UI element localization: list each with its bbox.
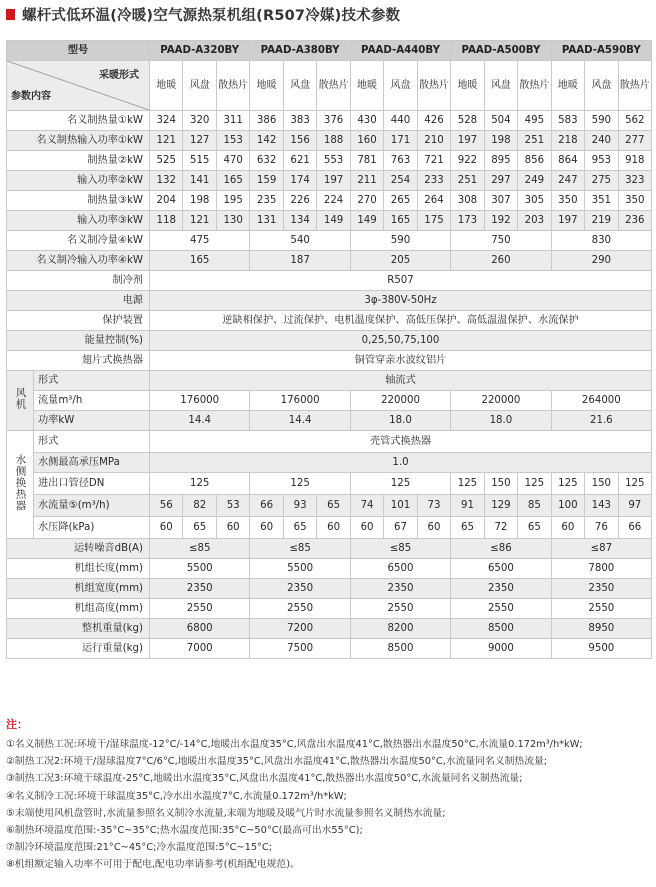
row-value: 101	[384, 495, 417, 517]
row-value: 376	[317, 111, 350, 131]
row-value: 540	[250, 231, 350, 251]
row-value: 65	[518, 517, 551, 539]
row-value: 21.6	[551, 411, 651, 431]
note-line: ⑧机组额定输入功率不可用于配电,配电功率请参考(机组配电规范)。	[6, 859, 300, 871]
row-value: 132	[150, 171, 183, 191]
row-value: 305	[518, 191, 551, 211]
row-value: 85	[518, 495, 551, 517]
row-value: 895	[484, 151, 517, 171]
note-line: ②制热工况2:环境干/湿球温度7°C/6°C,地暖出水温度35°C,风盘出水温度41°C,散热器出水温度50°C,水流量同名义制热流量;	[6, 756, 548, 768]
row-value: 5500	[250, 559, 350, 579]
water-drop-row	[7, 517, 652, 539]
subheader-row	[7, 61, 652, 111]
row-value: 475	[150, 231, 250, 251]
row-value: 265	[384, 191, 417, 211]
row-value: 160	[350, 131, 383, 151]
row-value: 197	[317, 171, 350, 191]
row-value: 192	[484, 211, 517, 231]
fan-form-row	[7, 371, 652, 391]
row-value: 97	[618, 495, 651, 517]
row-value: 125	[551, 473, 584, 495]
row-value: 324	[150, 111, 183, 131]
table-row	[7, 131, 652, 151]
model-name: PAAD-A590BY	[551, 41, 651, 61]
row-value: 830	[551, 231, 651, 251]
row-value: 134	[283, 211, 316, 231]
param-label: 参数内容	[11, 91, 51, 102]
row-value: 72	[484, 517, 517, 539]
row-label: 水侧最高承压MPa	[34, 453, 150, 473]
title-marker	[6, 9, 15, 20]
row-value: 60	[150, 517, 183, 539]
row-value: 2350	[250, 579, 350, 599]
row-value: 430	[350, 111, 383, 131]
row-value: 249	[518, 171, 551, 191]
row-value: 6800	[150, 619, 250, 639]
row-value: 8200	[350, 619, 450, 639]
row-value: 5500	[150, 559, 250, 579]
row-value: 7200	[250, 619, 350, 639]
row-value: 311	[216, 111, 249, 131]
row-label: 能量控制(%)	[7, 331, 150, 351]
row-value: 525	[150, 151, 183, 171]
note-line: ①名义制热工况:环境干/湿球温度-12°C/-14°C,地暖出水温度35°C,风盘出水温度41°C,散热器出水温度50°C,水流量0.172m³/h*kW;	[6, 739, 583, 750]
table-row	[7, 171, 652, 191]
table-row	[7, 211, 652, 231]
notes-title: 注：	[6, 718, 28, 731]
note-line: ⑦制冷环境温度范围:21°C~45°C;冷水温度范围:5°C~15°C;	[6, 842, 273, 854]
row-value: ≤85	[350, 539, 450, 559]
title-bar	[0, 0, 656, 30]
row-value: 2550	[350, 599, 450, 619]
row-value: 2550	[451, 599, 551, 619]
row-label: 制热量③kW	[7, 191, 150, 211]
row-value: 922	[451, 151, 484, 171]
row-value: R507	[150, 271, 652, 291]
row-value: 176000	[150, 391, 250, 411]
fan-flow-row	[7, 391, 652, 411]
row-value: 2350	[150, 579, 250, 599]
table-row	[7, 599, 652, 619]
model-name: PAAD-A320BY	[150, 41, 250, 61]
row-value: 260	[451, 251, 551, 271]
row-value: 632	[250, 151, 283, 171]
heating-form-label: 采暖形式	[99, 70, 139, 81]
row-value: 141	[183, 171, 216, 191]
row-value: 149	[317, 211, 350, 231]
water-pipe-row	[7, 473, 652, 495]
row-value: 240	[585, 131, 618, 151]
table-row	[7, 111, 652, 131]
row-value: 65	[183, 517, 216, 539]
row-value: 153	[216, 131, 249, 151]
water-group-text: 水侧换热器	[14, 453, 27, 512]
table-row	[7, 639, 652, 659]
row-value: 386	[250, 111, 283, 131]
heating-form-sub: 地暖	[150, 61, 183, 111]
row-value: 7800	[551, 559, 651, 579]
row-value: 270	[350, 191, 383, 211]
row-value: 224	[317, 191, 350, 211]
row-value: 205	[350, 251, 450, 271]
model-row	[7, 41, 652, 61]
row-value: 60	[417, 517, 450, 539]
row-value: 2350	[451, 579, 551, 599]
row-label: 整机重量(kg)	[7, 619, 150, 639]
row-value: 66	[618, 517, 651, 539]
row-value: 562	[618, 111, 651, 131]
row-label: 制冷剂	[7, 271, 150, 291]
note-lines	[6, 736, 651, 874]
row-value: 198	[484, 131, 517, 151]
row-value: 143	[585, 495, 618, 517]
row-value: 264	[417, 191, 450, 211]
row-value: 721	[417, 151, 450, 171]
row-value: 67	[384, 517, 417, 539]
heating-form-sub: 风盘	[484, 61, 517, 111]
row-value: 470	[216, 151, 249, 171]
row-value: 440	[384, 111, 417, 131]
water-flow-row	[7, 495, 652, 517]
row-value: 254	[384, 171, 417, 191]
row-value: 235	[250, 191, 283, 211]
row-value: 220000	[350, 391, 450, 411]
row-value: ≤86	[451, 539, 551, 559]
row-value: 7500	[250, 639, 350, 659]
row-value: 195	[216, 191, 249, 211]
row-value: 2550	[551, 599, 651, 619]
row-value: 187	[250, 251, 350, 271]
row-value: 150	[484, 473, 517, 495]
note-line: ⑥制热环境温度范围:-35°C~35°C;热水温度范围:35°C~50°C(最高可出水55°C);	[6, 825, 363, 837]
heating-form-sub: 散热片	[518, 61, 551, 111]
row-value: 156	[283, 131, 316, 151]
water-group-label	[7, 431, 34, 539]
row-value: 8500	[451, 619, 551, 639]
row-value: 495	[518, 111, 551, 131]
row-value: 60	[551, 517, 584, 539]
row-value: 307	[484, 191, 517, 211]
row-value: 233	[417, 171, 450, 191]
row-value: 7000	[150, 639, 250, 659]
row-value: 219	[585, 211, 618, 231]
heating-form-sub: 散热片	[317, 61, 350, 111]
table-row	[7, 559, 652, 579]
row-value: 125	[618, 473, 651, 495]
row-value: 590	[585, 111, 618, 131]
table-row	[7, 619, 652, 639]
row-value: 60	[350, 517, 383, 539]
row-value: 127	[183, 131, 216, 151]
heating-form-sub: 散热片	[417, 61, 450, 111]
heating-form-sub: 地暖	[451, 61, 484, 111]
table-row	[7, 311, 652, 331]
row-value: 210	[417, 131, 450, 151]
row-value: 188	[317, 131, 350, 151]
row-value: 逆缺相保护、过流保护、电机温度保护、高低压保护、高低温温保护、水流保护	[150, 311, 652, 331]
row-label: 名义制冷输入功率④kW	[7, 251, 150, 271]
row-value: 125	[451, 473, 484, 495]
row-value: 515	[183, 151, 216, 171]
row-label: 翅片式换热器	[7, 351, 150, 371]
row-value: 171	[384, 131, 417, 151]
row-value: 426	[417, 111, 450, 131]
table-row	[7, 291, 652, 311]
row-value: 53	[216, 495, 249, 517]
row-value: 226	[283, 191, 316, 211]
row-value: 65	[283, 517, 316, 539]
note-line: ④名义制冷工况:环境干球温度35°C,冷水出水温度7°C,水流量0.172m³/h*kW;	[6, 790, 347, 802]
fan-power-row	[7, 411, 652, 431]
table-row	[7, 231, 652, 251]
notes	[6, 716, 651, 874]
row-label: 形式	[34, 371, 150, 391]
row-value: 918	[618, 151, 651, 171]
row-value: ≤87	[551, 539, 651, 559]
spec-table	[6, 40, 652, 659]
row-value: 173	[451, 211, 484, 231]
row-value: 583	[551, 111, 584, 131]
heating-form-sub: 地暖	[350, 61, 383, 111]
row-value: 121	[183, 211, 216, 231]
row-label: 运行重量(kg)	[7, 639, 150, 659]
row-value: 350	[551, 191, 584, 211]
water-form-row	[7, 431, 652, 453]
table-row	[7, 151, 652, 171]
row-value: 93	[283, 495, 316, 517]
row-value: 290	[551, 251, 651, 271]
row-value: 553	[317, 151, 350, 171]
row-value: 750	[451, 231, 551, 251]
table-row	[7, 539, 652, 559]
row-value: 297	[484, 171, 517, 191]
row-label: 进出口管径DN	[34, 473, 150, 495]
row-value: 176000	[250, 391, 350, 411]
row-value: 6500	[350, 559, 450, 579]
model-label: 型号	[7, 41, 150, 61]
row-value: 2550	[150, 599, 250, 619]
model-name: PAAD-A440BY	[350, 41, 450, 61]
row-label: 名义制热输入功率①kW	[7, 131, 150, 151]
row-value: 204	[150, 191, 183, 211]
row-label: 流量m³/h	[34, 391, 150, 411]
row-value: 铜管穿亲水波纹铝片	[150, 351, 652, 371]
row-label: 输入功率③kW	[7, 211, 150, 231]
row-label: 机组宽度(mm)	[7, 579, 150, 599]
row-value: 590	[350, 231, 450, 251]
row-value: 150	[585, 473, 618, 495]
row-value: 953	[585, 151, 618, 171]
row-value: 轴流式	[150, 371, 652, 391]
row-value: 165	[150, 251, 250, 271]
row-value: 121	[150, 131, 183, 151]
row-value: 236	[618, 211, 651, 231]
row-label: 保护装置	[7, 311, 150, 331]
table-row	[7, 351, 652, 371]
row-value: 76	[585, 517, 618, 539]
row-value: 6500	[451, 559, 551, 579]
row-value: 165	[216, 171, 249, 191]
row-value: 125	[250, 473, 350, 495]
row-value: 165	[384, 211, 417, 231]
row-label: 机组长度(mm)	[7, 559, 150, 579]
table-row	[7, 251, 652, 271]
row-value: ≤85	[250, 539, 350, 559]
table-row	[7, 331, 652, 351]
heating-form-sub: 风盘	[384, 61, 417, 111]
row-value: 781	[350, 151, 383, 171]
row-value: 763	[384, 151, 417, 171]
row-value: 18.0	[350, 411, 450, 431]
heating-form-sub: 风盘	[183, 61, 216, 111]
row-value: 251	[451, 171, 484, 191]
row-value: 142	[250, 131, 283, 151]
row-value: 100	[551, 495, 584, 517]
row-label: 制热量②kW	[7, 151, 150, 171]
fan-group-label	[7, 371, 34, 431]
row-label: 水压降(kPa)	[34, 517, 150, 539]
row-value: 159	[250, 171, 283, 191]
row-value: 621	[283, 151, 316, 171]
row-value: 125	[150, 473, 250, 495]
row-value: 203	[518, 211, 551, 231]
row-value: 131	[250, 211, 283, 231]
row-value: 220000	[451, 391, 551, 411]
row-value: 320	[183, 111, 216, 131]
row-value: 65	[451, 517, 484, 539]
heating-form-sub: 风盘	[585, 61, 618, 111]
row-value: 277	[618, 131, 651, 151]
row-value: 125	[518, 473, 551, 495]
row-value: 73	[417, 495, 450, 517]
row-value: 197	[551, 211, 584, 231]
row-value: 197	[451, 131, 484, 151]
row-value: 218	[551, 131, 584, 151]
row-value: 壳管式换热器	[150, 431, 652, 453]
row-value: 125	[350, 473, 450, 495]
row-label: 机组高度(mm)	[7, 599, 150, 619]
row-value: 8950	[551, 619, 651, 639]
row-value: ≤85	[150, 539, 250, 559]
row-label: 名义制热量①kW	[7, 111, 150, 131]
water-pressure-row	[7, 453, 652, 473]
note-line: ③制热工况3:环境干球温度-25°C,地暖出水温度35°C,风盘出水温度41°C,散热器出水温度50°C,水流量同名义制热流量;	[6, 773, 523, 785]
row-value: 8500	[350, 639, 450, 659]
row-value: 60	[216, 517, 249, 539]
row-value: 9000	[451, 639, 551, 659]
row-value: 129	[484, 495, 517, 517]
row-value: 504	[484, 111, 517, 131]
row-value: 528	[451, 111, 484, 131]
row-value: 856	[518, 151, 551, 171]
heating-form-sub: 散热片	[618, 61, 651, 111]
row-value: 211	[350, 171, 383, 191]
note-line: ⑤末端使用风机盘管时,水流量参照名义制冷水流量,末端为地暖及暖气片时水流量参照名义制热水流量;	[6, 807, 446, 819]
diagonal-header	[7, 61, 150, 111]
row-value: 247	[551, 171, 584, 191]
row-value: 0,25,50,75,100	[150, 331, 652, 351]
row-value: 2550	[250, 599, 350, 619]
heating-form-sub: 地暖	[250, 61, 283, 111]
row-label: 形式	[34, 431, 150, 453]
row-value: 351	[585, 191, 618, 211]
row-value: 14.4	[250, 411, 350, 431]
row-value: 3φ-380V-50Hz	[150, 291, 652, 311]
row-value: 60	[250, 517, 283, 539]
row-value: 350	[618, 191, 651, 211]
row-value: 66	[250, 495, 283, 517]
row-value: 175	[417, 211, 450, 231]
row-label: 功率kW	[34, 411, 150, 431]
row-value: 323	[618, 171, 651, 191]
row-label: 运转噪音dB(A)	[7, 539, 150, 559]
row-value: 91	[451, 495, 484, 517]
table-row	[7, 191, 652, 211]
model-name: PAAD-A500BY	[451, 41, 551, 61]
row-value: 864	[551, 151, 584, 171]
row-value: 383	[283, 111, 316, 131]
table-row	[7, 271, 652, 291]
row-value: 275	[585, 171, 618, 191]
row-value: 74	[350, 495, 383, 517]
row-value: 65	[317, 495, 350, 517]
row-value: 2350	[350, 579, 450, 599]
row-value: 14.4	[150, 411, 250, 431]
row-value: 2350	[551, 579, 651, 599]
heating-form-sub: 地暖	[551, 61, 584, 111]
heating-form-sub: 散热片	[216, 61, 249, 111]
row-label: 水流量⑤(m³/h)	[34, 495, 150, 517]
row-value: 251	[518, 131, 551, 151]
row-value: 130	[216, 211, 249, 231]
row-value: 82	[183, 495, 216, 517]
fan-group-text: 风机	[14, 387, 27, 410]
row-value: 60	[317, 517, 350, 539]
row-value: 1.0	[150, 453, 652, 473]
row-value: 198	[183, 191, 216, 211]
row-value: 149	[350, 211, 383, 231]
row-value: 308	[451, 191, 484, 211]
heating-form-sub: 风盘	[283, 61, 316, 111]
page-title: 螺杆式低环温(冷暖)空气源热泵机组(R507冷媒)技术参数	[22, 8, 401, 24]
row-value: 9500	[551, 639, 651, 659]
model-name: PAAD-A380BY	[250, 41, 350, 61]
row-label: 输入功率②kW	[7, 171, 150, 191]
table-row	[7, 579, 652, 599]
row-value: 56	[150, 495, 183, 517]
row-label: 名义制冷量④kW	[7, 231, 150, 251]
row-value: 174	[283, 171, 316, 191]
row-value: 18.0	[451, 411, 551, 431]
row-value: 264000	[551, 391, 651, 411]
row-value: 118	[150, 211, 183, 231]
row-label: 电源	[7, 291, 150, 311]
